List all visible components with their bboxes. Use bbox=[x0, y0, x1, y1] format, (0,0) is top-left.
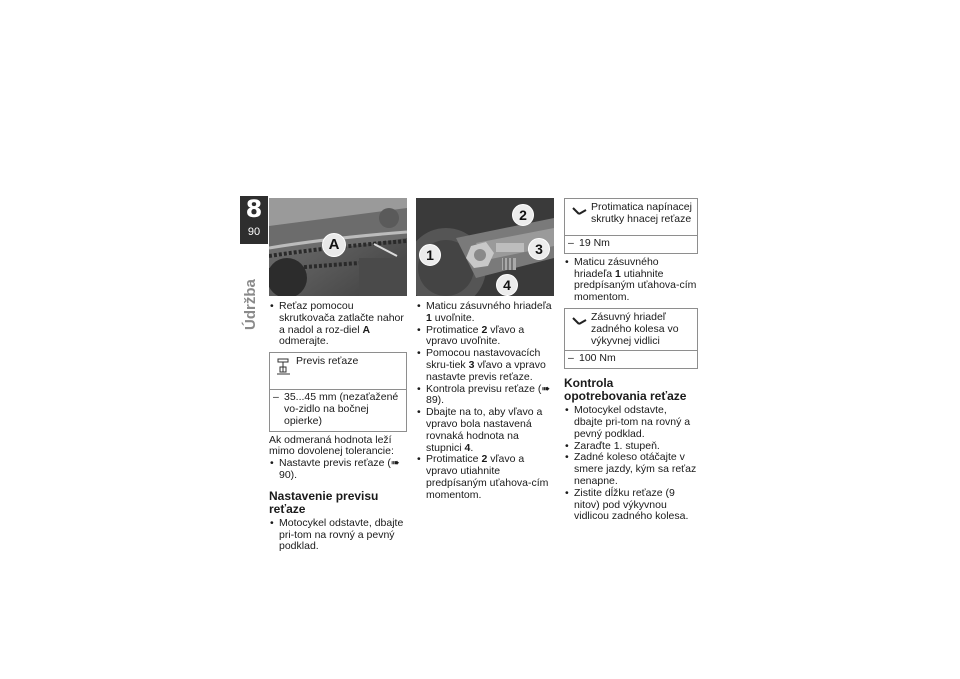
photo-label-3: 3 bbox=[528, 238, 550, 260]
chain-photo bbox=[269, 198, 407, 296]
section-title: Údržba bbox=[242, 279, 259, 330]
spec-box-header bbox=[565, 309, 697, 351]
step-list-6 bbox=[564, 405, 698, 523]
photo-label-1: 1 bbox=[419, 244, 441, 266]
spec-value: – 100 Nm bbox=[568, 352, 616, 365]
list-item: • Reťaz pomocou skrutkovača zatlačte nahor a nadol a roz-diel A odmerajte. bbox=[269, 301, 407, 348]
step-list-4 bbox=[416, 301, 554, 502]
chain-gauge-icon bbox=[276, 358, 292, 376]
spec-title: Protimatica napínacej skrutky hnacej reťaze bbox=[591, 201, 692, 225]
list-item: • Motocykel odstavte, dbajte pri-tom na rovný a pevný podklad. bbox=[564, 405, 698, 440]
list-item: • Protimatice 2 vľavo a vpravo utiahnite predpísaným uťahova-cím momentom. bbox=[416, 454, 554, 501]
spec-value: – 19 Nm bbox=[568, 237, 610, 249]
torque-wrench-icon bbox=[571, 314, 587, 332]
photo-label-2: 2 bbox=[512, 204, 534, 226]
list-item: • Protimatice 2 vľavo a vpravo uvoľnite. bbox=[416, 325, 554, 349]
paragraph: Ak odmeraná hodnota leží mimo dovolenej tolerancie: bbox=[269, 433, 394, 458]
step-list-3 bbox=[269, 518, 407, 553]
spec-title: Previs reťaze bbox=[296, 355, 359, 368]
list-item: • Motocykel odstavte, dbajte pri-tom na rovný a pevný podklad. bbox=[269, 518, 407, 553]
chapter-number: 8 bbox=[245, 195, 263, 223]
page-number: 90 bbox=[247, 226, 261, 238]
spec-title: Zásuvný hriadeľ zadného kolesa vo výkyvnej vidlici bbox=[591, 310, 679, 347]
section-heading: Nastavenie previsu reťaze bbox=[269, 488, 379, 516]
list-item: • Zadné koleso otáčajte v smere jazdy, kým sa reťaz nenapne. bbox=[564, 452, 698, 487]
photo-label-4: 4 bbox=[496, 274, 518, 296]
list-item: • Nastavte previs reťaze (➠ 90). bbox=[269, 458, 407, 482]
list-item: • Kontrola previsu reťaze (➠ 89). bbox=[416, 384, 554, 408]
step-list-1 bbox=[269, 301, 407, 348]
list-item: • Zistite dĺžku reťaze (9 nitov) pod výkyvnou vidlicou zadného kolesa. bbox=[564, 488, 698, 523]
spec-box-counter-nut bbox=[564, 198, 698, 254]
section-heading: Kontrola opotrebovania reťaze bbox=[564, 376, 687, 404]
step-list-2 bbox=[269, 458, 407, 482]
list-item: • Dbajte na to, aby vľavo a vpravo bola nastavená rovnaká hodnota na stupnici 4. bbox=[416, 407, 554, 454]
spec-box-header bbox=[565, 199, 697, 236]
column-2 bbox=[416, 198, 554, 502]
spec-box-chain-slack bbox=[269, 352, 407, 431]
step-list-5 bbox=[564, 257, 698, 304]
column-1 bbox=[269, 198, 407, 553]
list-item: • Pomocou nastavovacích skru-tiek 3 vľavo a vpravo nastavte previs reťaze. bbox=[416, 348, 554, 383]
list-item: • Maticu zásuvného hriadeľa 1 uvoľnite. bbox=[416, 301, 554, 325]
column-3 bbox=[564, 198, 698, 523]
spec-box-axle bbox=[564, 308, 698, 369]
list-item: • Zaraďte 1. stupeň. bbox=[564, 441, 698, 453]
axle-photo bbox=[416, 198, 554, 296]
list-item: • Maticu zásuvného hriadeľa 1 utiahnite predpísaným uťahova-cím momentom. bbox=[564, 257, 698, 304]
spec-box-header bbox=[270, 353, 406, 390]
torque-wrench-icon bbox=[571, 204, 587, 222]
spec-value: – 35...45 mm (nezaťažené vo-zidlo na bočnej opierke) bbox=[273, 391, 399, 427]
photo-label-a: A bbox=[322, 233, 346, 257]
